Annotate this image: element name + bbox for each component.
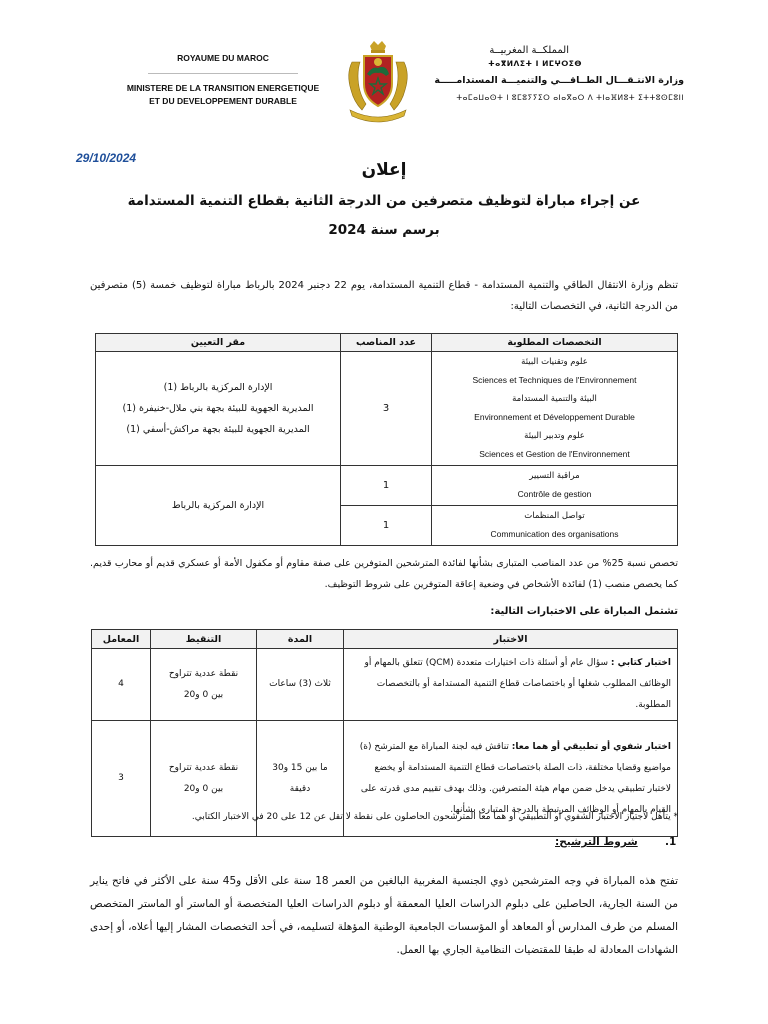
ar-kingdom: المملكــة المغربيــة	[489, 45, 569, 56]
specialty-fr: Communication des organisations	[490, 529, 619, 539]
specialty-ar: مراقبة التسيير	[529, 471, 580, 481]
exam-grading	[151, 649, 257, 721]
specialty-fr: Sciences et Gestion de l'Environnement	[479, 449, 630, 459]
specialty-fr: Sciences et Techniques de l'Environnement	[472, 375, 637, 385]
location-cell: الإدارة المركزية بالرباط	[96, 466, 341, 546]
header-grading: التنقيط	[151, 630, 257, 649]
posts-count: 1	[341, 506, 432, 546]
fr-ministry-line-1: MINISTERE DE LA TRANSITION ENERGETIQUE	[126, 83, 320, 93]
announcement-date: 29/10/2024	[76, 151, 137, 165]
exam-title: اختبار شفوي أو تطبيقي أو هما معا:	[511, 741, 671, 752]
fr-ministry-line-2: ET DU DEVELOPPEMENT DURABLE	[149, 96, 297, 106]
fr-header	[118, 52, 328, 108]
grading-line: نقطة عددية تتراوح	[168, 668, 239, 679]
page-year: برسم سنة 2024	[328, 222, 440, 238]
specialty-ar: تواصل المنظمات	[524, 511, 585, 521]
grading-line: بين 0 و20	[183, 783, 224, 794]
intro-paragraph: تنظم وزارة الانتقال الطاقي والتنمية المستدامة - قطاع التنمية المستدامة، يوم 22 دجنبر 2024 بالرباط مباراة لتوظيف خمسة (5) متصرفين من الدرجة الثانية، في التخصصات التالية:	[90, 280, 679, 312]
ar-header	[432, 44, 684, 104]
header-posts-count: عدد المناصب	[341, 334, 432, 352]
specialties-cell	[432, 506, 678, 546]
exam-coefficient: 4	[92, 649, 151, 721]
grading-line: بين 0 و20	[183, 689, 224, 700]
header-coefficient: المعامل	[92, 630, 151, 649]
header-specialties: التخصصات المطلوبة	[432, 334, 678, 352]
fr-kingdom: ROYAUME DU MAROC	[177, 53, 269, 63]
exam-details: تناقش فيه لجنة المباراة مع المترشح (ة) مواضيع وقضايا مختلفة، ذات الصلة باختصاصات قطاع التنمية المستدامة أو يخضع لاختبار تطبيقي يدخل ضمن مهام هيئة المتصرفين. وذلك بهدف تقييم مدى قدرته على القيام بالمهام أو الوظائف المرتبطة بالدرجة المتبارى بشأنها.	[359, 741, 671, 815]
specialty-ar: البيئة والتنمية المستدامة	[512, 394, 597, 404]
specialty-fr: Contrôle de gestion	[517, 489, 592, 499]
section-heading	[555, 836, 676, 848]
conditions-paragraph: تفتح هذه المباراة في وجه المترشحين ذوي الجنسية المغربية البالغين من العمر 18 سنة على الأقل و45 سنة على الأكثر في فاتح يناير من السنة الجارية، الحاصلين على دبلوم الدراسات العليا المعمقة أو دبلوم الدراسات العليا المتخصصة أو الماستر أو الماستر المتخصص المسلم من طرف المدارس أو المعاهد أو المؤسسات الجامعية الوطنية المؤهلة لتسليمه، في أحد التخصصات المشار إليها أعلاه، أو إحدى الشهادات المعادلة له طبقا للمقتضيات النظامية الجاري بها العمل.	[90, 875, 678, 956]
locations-cell	[96, 352, 341, 466]
duration-line: ما بين 15 و30	[272, 762, 328, 773]
specialties-cell	[432, 352, 678, 466]
exam-coefficient: 3	[92, 721, 151, 837]
exam-title: اختبار كتابي :	[610, 658, 671, 668]
header-divider	[148, 73, 298, 74]
moroccan-coat-of-arms-icon	[342, 40, 414, 126]
header-location: مقر التعيين	[96, 334, 341, 352]
exam-details: سؤال عام أو أسئلة ذات اختيارات متعددة (QCM) تتعلق بالمهام أو الوظائف المطلوب شغلها أو باختصاصات قطاع التنمية المستدامة أو بالتخصصات المطلوبة.	[364, 658, 671, 710]
quota-note: تخصص نسبة 25% من عدد المناصب المتبارى بشأنها لفائدة المترشحين المتوفرين على صفة مقاوم أو مكفول الأمة أو عسكري قديم أو محارب قديم. كما يخصص منصب (1) لفائدة الأشخاص في وضعية إعاقة المتوفرين على شروط التوظيف.	[90, 558, 678, 590]
tifinagh-kingdom: ⵜⴰⴳⵍⴷⵉⵜ ⵏ ⵍⵎⵖⵔⵉⴱ	[488, 59, 582, 68]
grading-line: نقطة عددية تتراوح	[168, 762, 239, 773]
exam-duration: ثلاث (3) ساعات	[257, 649, 344, 721]
exam-description	[344, 649, 678, 721]
ar-ministry: وزارة الانتـقـــال الطــاقـــي والتنميـــة المستدامـــــة	[434, 75, 684, 86]
location-item: المديرية الجهوية للبيئة بجهة مراكش-أسفي (1)	[126, 424, 310, 435]
exams-table	[91, 629, 678, 837]
page-subtitle: عن إجراء مباراة لتوظيف متصرفين من الدرجة الثانية بقطاع التنمية المستدامة	[127, 193, 641, 209]
posts-count: 3	[341, 352, 432, 466]
location-item: الإدارة المركزية بالرباط (1)	[163, 382, 273, 393]
exams-intro: تشتمل المباراة على الاختبارات التالية:	[490, 606, 678, 617]
specialties-cell	[432, 466, 678, 506]
specialty-ar: علوم وتدبير البيئة	[524, 431, 585, 441]
specialty-fr: Environnement et Développement Durable	[474, 412, 635, 422]
section-number: 1.	[665, 836, 677, 848]
location-item: المديرية الجهوية للبيئة بجهة بني ملال-خنيفرة (1)	[122, 403, 314, 414]
duration-line: دقيقة	[289, 783, 311, 794]
section-title: شروط الترشيح:	[555, 836, 638, 848]
tifinagh-ministry: ⵜⴰⵎⴰⵡⴰⵙⵜ ⵏ ⵓⵎⵓⵢⵢⵉⵔ ⴰⵏⴰⴳⴰⵔ ⴷ ⵜⵏⴰⴼⵍⵓⵜ ⵉⵜⵜⵓⵙⵎⵓⵏⵏ	[456, 93, 684, 102]
page-title: إعلان	[361, 160, 407, 180]
header-exam: الاختبار	[344, 630, 678, 649]
footnote: * يتأهل لاجتياز الاختبار الشفوي أو التطبيقي أو هما معا المترشحون الحاصلون على نقطة لا تقل عن 12 على 20 في الاختبار الكتابي.	[191, 812, 678, 822]
posts-count: 1	[341, 466, 432, 506]
specialty-ar: علوم وتقنيات البيئة	[521, 357, 588, 367]
posts-table	[95, 333, 678, 546]
header-duration: المدة	[257, 630, 344, 649]
